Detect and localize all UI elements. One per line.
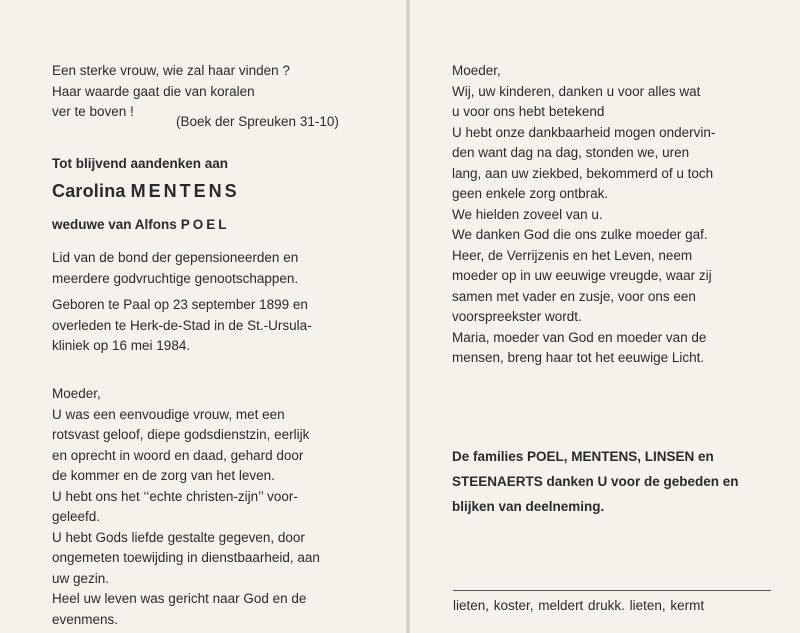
text-line: Heel uw leven was gericht naar God en de: [52, 591, 307, 606]
text-line: We danken God die ons zulke moeder gaf.: [452, 227, 708, 242]
deceased-name: [52, 181, 240, 202]
text-line: voorspreekster wordt.: [452, 309, 582, 324]
text-line: u voor ons hebt betekend: [452, 104, 605, 119]
text-line: U hebt onze dankbaarheid mogen ondervin-: [452, 124, 716, 140]
motto-line: ver te boven !: [52, 104, 134, 119]
text-line: meerdere godvruchtige genootschappen.: [52, 270, 299, 286]
text-line: Wij, uw kinderen, danken u voor alles wat: [452, 83, 701, 99]
text-line: blijken van deelneming.: [452, 499, 605, 514]
widow-prefix: weduwe van Alfons: [52, 217, 177, 232]
text-line: samen met vader en zusje, voor ons een: [452, 288, 696, 304]
text-line: uw gezin.: [52, 570, 110, 586]
text-line: Lid van de bond der gepensioneerden en: [52, 250, 299, 265]
motto-line: Een sterke vrouw, wie zal haar vinden ?: [52, 63, 290, 78]
first-name: Carolina: [52, 181, 126, 201]
text-line: ongemeten toewijding in dienstbaarheid, aan: [52, 550, 320, 565]
widow-of: [52, 217, 230, 232]
last-name: MENTENS: [130, 181, 240, 201]
text-line: U was een eenvoudige vrouw, met een: [52, 406, 285, 422]
text-line: kliniek op 16 mei 1984.: [52, 338, 191, 353]
text-line: We hielden zoveel van u.: [452, 206, 603, 222]
prayer-text: [452, 61, 770, 369]
membership-text: [52, 248, 362, 289]
text-line: de kommer en de zorg van het leven.: [52, 468, 275, 483]
birth-death-text: [52, 295, 362, 357]
text-line: Heer, de Verrijzenis en het Leven, neem: [452, 247, 693, 263]
motto-line: Haar waarde gaat die van koralen: [52, 83, 255, 99]
text-line: geleefd.: [52, 509, 101, 524]
text-line: De families POEL, MENTENS, LINSEN en: [452, 449, 714, 464]
text-line: Moeder,: [452, 63, 501, 78]
text-line: Maria, moeder van God en moeder van de: [452, 329, 707, 345]
text-line: den want dag na dag, stonden we, uren: [452, 145, 690, 160]
text-line: geen enkele zorg ontbrak.: [452, 186, 609, 201]
motto-source: (Boek der Spreuken 31-10): [176, 114, 339, 129]
text-line: Geboren te Paal op 23 september 1899 en: [52, 297, 308, 312]
husband-last-name: POEL: [180, 217, 230, 232]
divider-line: [453, 590, 771, 591]
memorial-heading: Tot blijvend aandenken aan: [52, 156, 229, 171]
tribute-text: [52, 384, 362, 630]
text-line: en oprecht in woord en daad, gehard door: [52, 447, 304, 463]
text-line: overleden te Herk-de-Stad in de St.-Ursula-: [52, 317, 312, 333]
text-line: moeder op in uw eeuwige vreugde, waar zij: [452, 268, 712, 283]
text-line: lang, aan uw ziekbed, bekommerd of u toch: [452, 165, 714, 181]
right-page: [410, 0, 800, 633]
text-line: evenmens.: [52, 611, 119, 627]
text-line: rotsvast geloof, diepe godsdienstzin, eerlijk: [52, 427, 310, 442]
text-line: U hebt ons het ‘‘echte christen-zijn’’ voor-: [52, 488, 298, 504]
printer-credit: lieten, koster, meldert drukk. lieten, kermt: [453, 598, 705, 613]
text-line: mensen, breng haar tot het eeuwige Licht.: [452, 350, 705, 365]
text-line: U hebt Gods liefde gestalte gegeven, door: [52, 529, 305, 545]
text-line: Moeder,: [52, 386, 101, 401]
text-line: STEENAERTS danken U voor de gebeden en: [452, 474, 739, 489]
family-thanks: [452, 444, 770, 519]
